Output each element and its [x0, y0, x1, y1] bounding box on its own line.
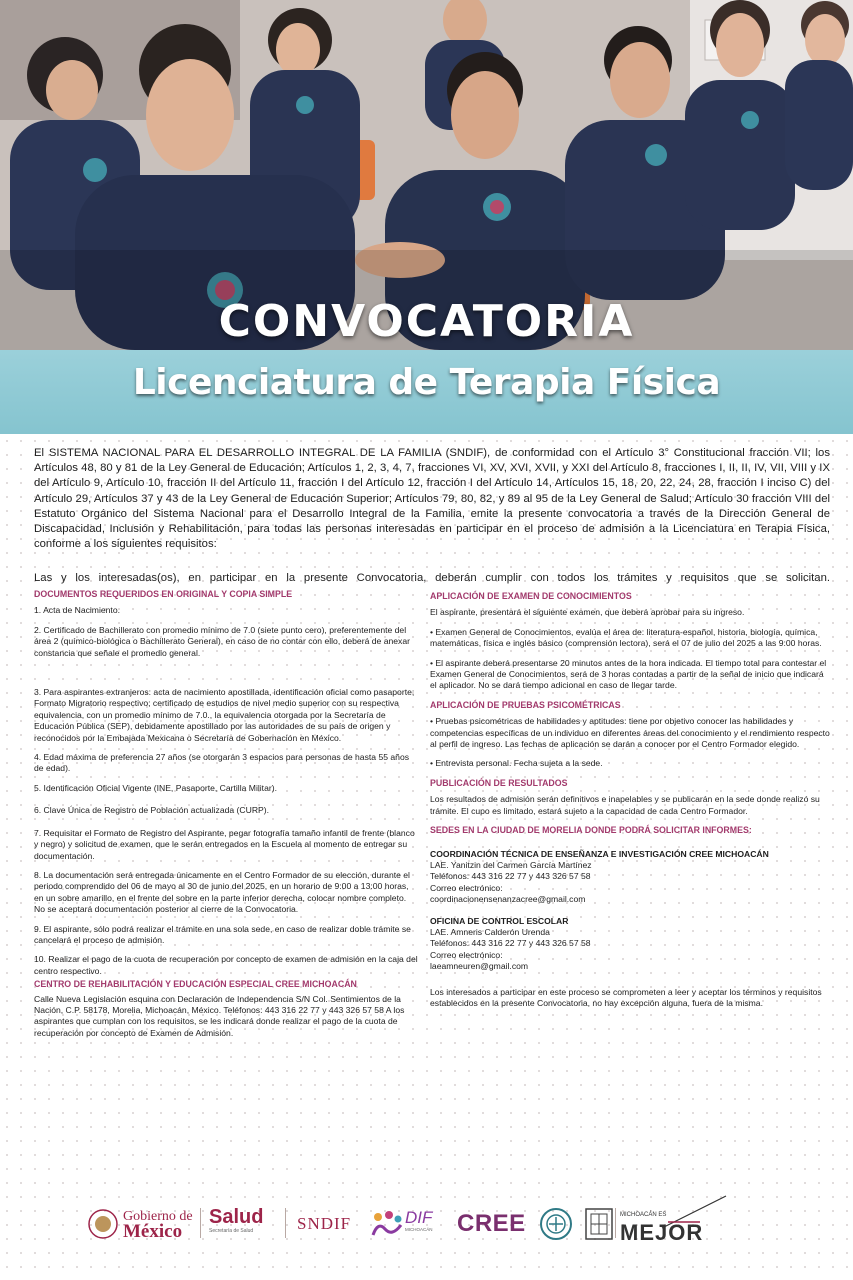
exam-time: • El aspirante deberá presentarse 20 minutos antes de la hora indicada. El tiempo total para contestar el Examen General de Conocimientos, será de 3 horas contadas a partir de la señal de inicio que indicará el aplicador. No se dará tiempo adicional en caso de llegar tarde.: [430, 657, 827, 691]
center-address: Calle Nueva Legislación esquina con Declaración de Independencia S/N Col. Sentimientos de la Nación, C.P. 58178, Morelia, Michoacán, México. Teléfonos: 443 316 22 77 y 443 326 57 58 A los aspirantes que cumplan con los requisitos, se les indicará donde realizar el pago de la cuota de recuperación por concepto de Examen de Admisión.: [34, 993, 405, 1038]
doc-item-2: 2. Certificado de Bachillerato con promedio mínimo de 7.0 (siete punto cero), preferentemente del área 2 (químico-biológica o Bachillerato General), en caso de no contar con ello, deberá de anexar constancia que señale el promedio general.: [34, 624, 410, 658]
center-heading: CENTRO DE REHABILITACIÓN Y EDUCACIÓN ESPECIAL CREE MICHOACÁN: [34, 979, 357, 990]
school-seal-icon: [539, 1207, 573, 1241]
right-column: [430, 591, 830, 1009]
doc-item-4: 4. Edad máxima de preferencia 27 años (se otorgarán 3 espacios para personas de hasta 55 años de edad).: [34, 752, 410, 774]
logo-divider: [615, 1208, 616, 1238]
exam-intro: El aspirante, presentará el siguiente examen, que deberá aprobar para su ingreso.: [430, 607, 745, 618]
coord-title: COORDINACIÓN TÉCNICA DE ENSEÑANZA E INVESTIGACIÓN CREE MICHOACÁN: [430, 848, 769, 859]
mich-top: MICHOACÁN ES: [620, 1212, 667, 1218]
doc-item-8: 8. La documentación será entregada únicamente en el Centro Formador de su elección, durante el periodo comprendido del 06 de mayo al 30 de junio del 2025, en un horario de 9:00 a 13:00 horas, en un sobre amarillo, en el frente del sobre en la parte inferior derecha, colocar nombre completo. No se aceptará documentación posterior al cierre de la Convocatoria.: [34, 869, 410, 915]
school-seal-logo: [539, 1196, 573, 1252]
coord-email[interactable]: coordinacionensenanzacree@gmail.com: [430, 894, 586, 905]
intro-paragraph: El SISTEMA NACIONAL PARA EL DESARROLLO INTEGRAL DE LA FAMILIA (SNDIF), de conformidad con el Artículo 3° Constitucional fracción VII; los Artículos 48, 80 y 81 de la Ley General de Educación; Artículos 1, 2, 3, 4, 7, fracciones VI, XV, XVI, XVII, y XXI del Artículo 8, fracciones I, II, II, IV, VII, VIII y IX del Artículo 9, Artículo 10, fracción II del Artículo 11, fracción I del Artículo 12, fracción I del Artículo 14, Artículos 15, 18, 20, 22, 24, 28, fracción I inciso C) del Artículo 29, Artículos 37 y 43 de la Ley General de Educación Superior; Artículos 79, 80, 82, y 89 al 95 de la Ley General de Salud; Artículo 30 fracción VIII del Estatuto Orgánico del Sistema Nacional para el Desarrollo Integral de la Familia, emite la presente convocatoria a través de la Dirección General de Discapacidad, Inclusión y Rehabilitación, para todas las personas interesadas en participar en el proceso de admisión a la Licenciatura en Terapia Física, conforme a los siguientes requisitos:: [34, 447, 830, 551]
salud-logo: [209, 1196, 263, 1252]
left-column: [34, 589, 419, 1039]
office-phone: Teléfonos: 443 316 22 77 y 443 326 57 58: [430, 938, 591, 949]
coord-name: LAE. Yanitzin del Carmen García Martínez: [430, 859, 592, 870]
hero-photo: [0, 0, 853, 350]
psych-text: • Pruebas psicométricas de habilidades y aptitudes: tiene por objetivo conocer las habilidades y competencias específicas de un individuo en diferentes áreas del conocimiento y el rendimiento respecto al perfil de ingreso. Las fechas de aplicación se darán a conocer por el Centro Formador elegido.: [430, 716, 830, 750]
coord-email-label: Correo electrónico:: [430, 882, 503, 893]
sedes-heading: SEDES EN LA CIUDAD DE MORELIA DONDE PODRÁ SOLICITAR INFORMES:: [430, 825, 752, 836]
results-text: Los resultados de admisión serán definitivos e inapelables y se publicarán en la sede donde realizó su trámite. El cupo es limitado, estará sujeto a la capacidad de cada Centro Formador.: [430, 794, 820, 816]
dif-sub: MICHOACÁN: [405, 1227, 433, 1232]
convocatoria-title: CONVOCATORIA: [218, 296, 635, 347]
office-email[interactable]: laeamneuren@gmail.com: [430, 961, 529, 972]
dif-michoacan-logo: [370, 1196, 433, 1252]
exam-general: • Examen General de Conocimientos, evalúa el área de: literatura-español, historia, biología, química, matemáticas, física e inglés básico (comprensión lectora), será el 07 de julio del 2025 a las 9:00 horas.: [430, 626, 822, 649]
mich-word: MEJOR: [620, 1220, 704, 1245]
michoacan-shield-logo: [584, 1196, 614, 1252]
doc-item-3: 3. Para aspirantes extranjeros: acta de nacimiento apostillada, identificación oficial como pasaporte; Formato Migratorio respectivo; certificado de estudios de nivel medio superior con su respectiva equivalencia, con un promedio mínimo de 7.0., la equivalencia otorgada por la Secretaría de Educación Pública (SEP), debidamente apostillado por las autoridades de su país de origen y reconocidos por la Embajada Mexicana o Secretaría de Gobernación en México.: [34, 687, 415, 743]
checkmark-stroke-icon: [660, 1192, 730, 1232]
doc-item-10: 10. Realizar el pago de la cuota de recuperación por concepto de examen de admisión en la caja del centro respectivo.: [34, 954, 418, 976]
gobierno-mexico-logo: [88, 1196, 193, 1252]
closing-text: Los interesados a participar en este proceso se comprometen a leer y aceptar los términos y requisitos establecidos en la presente Convocatoria, no hay excepción alguna, fuera de la misma.: [430, 986, 822, 1008]
interview-text: • Entrevista personal. Fecha sujeta a la sede.: [430, 758, 603, 769]
coord-phone: Teléfonos: 443 316 22 77 y 443 326 57 58: [430, 871, 591, 882]
logos-strip: [0, 1196, 853, 1252]
lead-paragraph: Las y los interesadas(os), en participar en la presente Convocatoria, deberán cumplir con todos los trámites y requisitos que se solicitan.: [34, 572, 830, 584]
results-heading: PUBLICACIÓN DE RESULTADOS: [430, 777, 568, 788]
exam-heading: APLICACIÓN DE EXAMEN DE CONOCIMIENTOS: [430, 591, 632, 601]
michoacan-mejor-logo: [620, 1196, 703, 1252]
doc-item-7: 7. Requisitar el Formato de Registro del Aspirante, pegar fotografía tamaño infantil de frente (blanco y negro) y solicitud de examen, que le serán entregados en la Escuela al momento de entregar su documentación.: [34, 827, 415, 861]
psych-heading: APLICACIÓN DE PRUEBAS PSICOMÉTRICAS: [430, 699, 621, 710]
cree-word: CREE: [457, 1210, 526, 1237]
cree-logo: [457, 1196, 526, 1252]
office-title: OFICINA DE CONTROL ESCOLAR: [430, 915, 569, 926]
sndif-word: SNDIF: [297, 1214, 352, 1233]
doc-item-9: 9. El aspirante, sólo podrá realizar el trámite en una sola sede, en caso de realizar doble trámite se cancelará el proceso de admisión.: [34, 923, 411, 945]
salud-sub: Secretaría de Salud: [209, 1228, 254, 1234]
doc-item-1: 1. Acta de Nacimiento.: [34, 605, 120, 616]
gob-line1: Gobierno de: [123, 1209, 193, 1224]
doc-item-6: 6. Clave Única de Registro de Población actualizada (CURP).: [34, 805, 270, 816]
eagle-seal-icon: [88, 1209, 118, 1239]
salud-word: Salud: [209, 1206, 264, 1228]
dif-word: DIF: [405, 1208, 433, 1227]
docs-heading: DOCUMENTOS REQUERIDOS EN ORIGINAL Y COPIA SIMPLE: [34, 589, 293, 599]
coat-of-arms-icon: [584, 1206, 614, 1242]
sndif-logo: [297, 1196, 351, 1252]
doc-item-5: 5. Identificación Oficial Vigente (INE, Pasaporte, Cartilla Militar).: [34, 782, 277, 793]
office-name: LAE. Amneris Calderón Urenda: [430, 926, 550, 937]
logo-divider: [285, 1208, 286, 1238]
program-title: Licenciatura de Terapia Física: [132, 362, 721, 403]
office-email-label: Correo electrónico:: [430, 949, 503, 960]
logo-divider: [200, 1208, 201, 1238]
gob-line2: México: [123, 1221, 183, 1242]
dif-family-icon: [370, 1209, 404, 1239]
